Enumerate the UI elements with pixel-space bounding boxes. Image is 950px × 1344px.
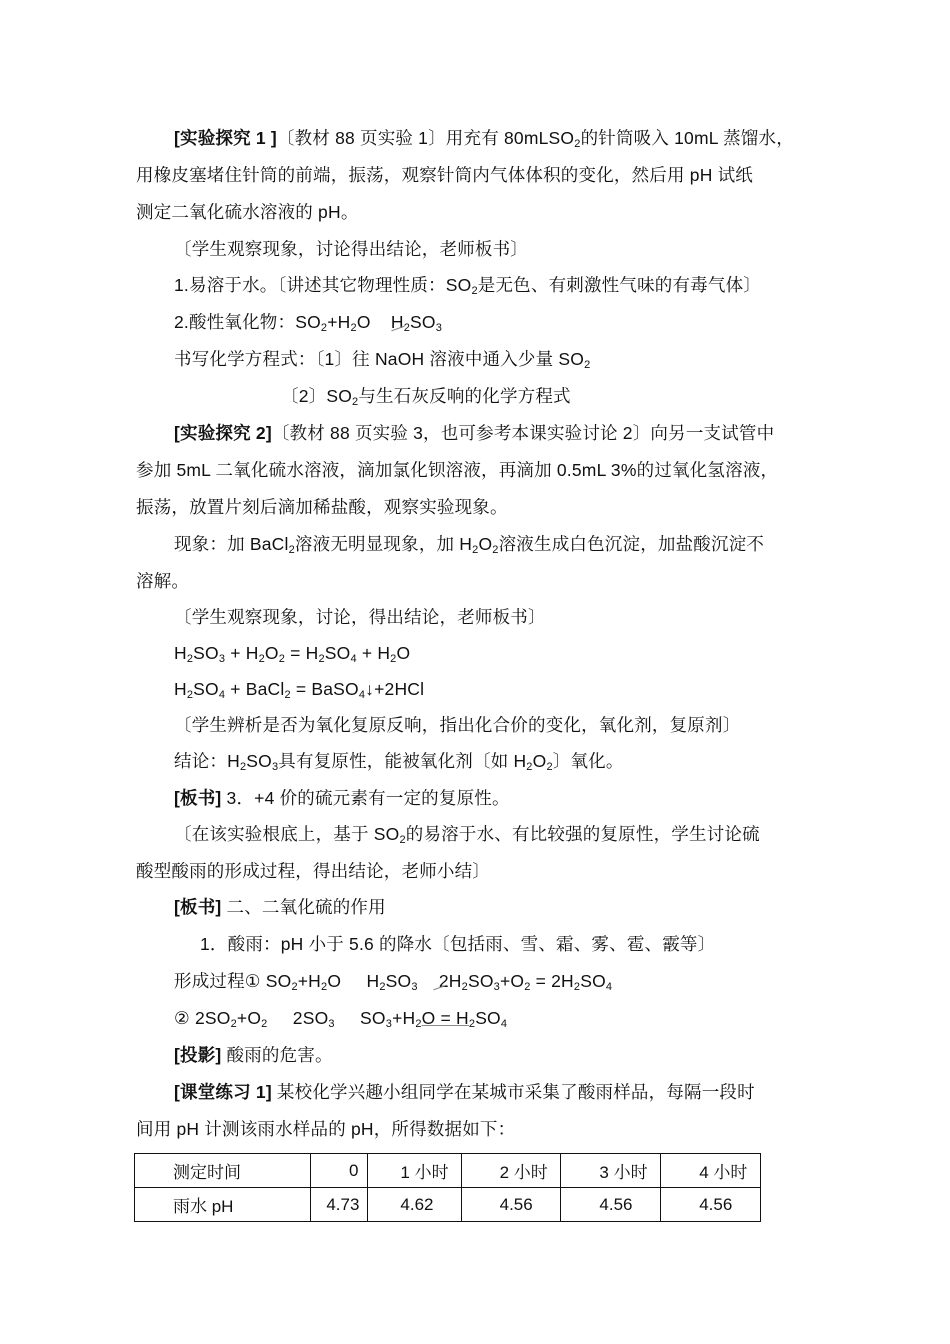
para2-line3: 振荡，放置片刻后滴加稀盐酸，观察实验现象。: [136, 497, 508, 517]
board-note-2: [174, 895, 386, 919]
reversible-arrow-icon: [391, 322, 405, 332]
text: 酸雨的危害。: [221, 1045, 333, 1065]
text: 2SO: [292, 1008, 329, 1028]
text: +H: [327, 312, 351, 332]
text: + H: [225, 643, 259, 663]
para2-line1: [174, 421, 774, 445]
write-equation: [174, 347, 590, 371]
note4-line2: 酸型酸雨的形成过程，得出结论，老师小结〕: [136, 861, 490, 881]
text: O: [356, 312, 371, 332]
subscript: 2: [573, 981, 581, 993]
board-tag: [板书]: [174, 788, 222, 808]
text: = 2H: [530, 971, 574, 991]
subscript: 2: [403, 322, 411, 334]
projection-tag: [投影]: [174, 1045, 222, 1065]
point1: [174, 273, 761, 297]
text: 溶液生成白色沉淀，加盐酸沉淀不: [498, 534, 765, 554]
ph-data-table: [134, 1153, 761, 1222]
table-cell: 雨水 pH: [135, 1188, 311, 1222]
para1-line1: [174, 126, 794, 150]
text: 1.易溶于水。〔讲述其它物理性质：SO: [174, 275, 472, 295]
subscript: 2: [258, 653, 265, 665]
subscript: 2: [288, 544, 295, 556]
acid-rain-definition: 1．酸雨：pH 小于 5.6 的降水〔包括雨、雪、霜、雾、雹、霰等〕: [200, 934, 716, 954]
write-equation-2: [281, 384, 571, 408]
subscript: 2: [461, 981, 468, 993]
text: SO: [193, 643, 219, 663]
subscript: 2: [546, 761, 553, 773]
exercise-line2: 间用 pH 计测该雨水样品的 pH，所得数据如下：: [136, 1119, 516, 1139]
subscript: 2: [492, 544, 499, 556]
subscript: 3: [271, 761, 279, 773]
subscript: 2: [284, 689, 291, 701]
point2: [174, 310, 442, 334]
text: O: [532, 751, 547, 771]
subscript: 4: [218, 689, 226, 701]
subscript: 2: [239, 761, 247, 773]
text: 2.酸性氧化物：SO: [174, 312, 321, 332]
text: 结论：H: [174, 751, 240, 771]
reversible-arrow-icon: [433, 981, 447, 991]
subscript: 4: [350, 653, 357, 665]
text: + H: [356, 643, 391, 663]
text: H: [174, 679, 187, 699]
text: O: [478, 534, 493, 554]
subscript: 2: [471, 285, 478, 297]
text: +O: [499, 971, 525, 991]
subscript: 2: [318, 653, 325, 665]
text: 书写化学方程式：〔1〕往 NaOH 溶液中通入少量 SO: [174, 349, 585, 369]
subscript: 2: [278, 653, 286, 665]
conclusion: [174, 749, 624, 773]
text: ② 2SO: [174, 1008, 231, 1028]
subscript: 2: [468, 1018, 476, 1030]
text: ↓+2HCl: [365, 679, 425, 699]
text: O: [264, 643, 279, 663]
phenomenon: [174, 532, 764, 556]
note1: 〔学生观察现象，讨论得出结论，老师板书〕: [174, 239, 528, 259]
note2: 〔学生观察现象，讨论，得出结论，老师板书〕: [174, 607, 546, 627]
subscript: 2: [321, 981, 328, 993]
para1-line3: 测定二氧化硫水溶液的 pH。: [136, 202, 359, 222]
text: 现象：加 BaCl: [174, 534, 289, 554]
text: H: [174, 643, 187, 663]
exercise-tag: [课堂练习 1]: [174, 1082, 272, 1102]
subscript: 2: [524, 981, 531, 993]
subscript: 3: [493, 981, 500, 993]
table-cell: 0: [311, 1154, 368, 1188]
subscript: 2: [415, 1018, 422, 1030]
subscript: 2: [472, 544, 479, 556]
subscript: 2: [584, 359, 591, 371]
text: 3．+4 价的硫元素有一定的复原性。: [221, 788, 510, 808]
subscript: 3: [435, 322, 443, 334]
text: SO: [385, 971, 412, 991]
subscript: 2: [186, 653, 194, 665]
subscript: 2: [186, 689, 194, 701]
para1-line2: 用橡皮塞堵住针筒的前端，振荡，观察针筒内气体体积的变化，然后用 pH 试纸: [136, 165, 753, 185]
text: SO: [193, 679, 219, 699]
subscript: 3: [385, 1018, 393, 1030]
formation-process-1: [174, 969, 612, 993]
text: SO: [324, 643, 351, 663]
text: +H: [297, 971, 322, 991]
text: = BaSO: [290, 679, 359, 699]
text: 的易溶于水、有比较强的复原性，学生讨论硫: [405, 824, 760, 844]
text: SO: [475, 1008, 501, 1028]
text: SO: [410, 312, 436, 332]
para2-line2: 参加 5mL 二氧化硫水溶液，滴加氯化钡溶液，再滴加 0.5mL 3%的过氧化氢溶液，: [136, 460, 779, 480]
experiment-tag-1: [实验探究 1 ]: [174, 128, 277, 148]
table-row: [135, 1188, 761, 1222]
text: +O: [236, 1008, 262, 1028]
equation-2: [174, 677, 424, 701]
subscript: 2: [526, 761, 533, 773]
text: O: [396, 643, 411, 663]
text: 某校化学兴趣小组同学在某城市采集了酸雨样品，每隔一段时: [271, 1082, 755, 1102]
text: SO: [580, 971, 606, 991]
subscript: 3: [218, 653, 226, 665]
table-cell: 3 小时: [561, 1154, 661, 1188]
table-cell: 4.73: [311, 1188, 368, 1222]
table-header-row: [135, 1154, 761, 1188]
phenomenon-line2: 溶解。: [136, 571, 190, 591]
subscript: 2: [574, 138, 581, 150]
text: 2H: [438, 971, 462, 991]
text: H: [366, 971, 380, 991]
subscript: 2: [261, 1018, 268, 1030]
formation-process-2: [174, 1006, 507, 1030]
subscript: 4: [358, 689, 366, 701]
text: O = H: [421, 1008, 469, 1028]
text: 具有复原性，能被氧化剂〔如 H: [278, 751, 527, 771]
projection-note: [174, 1043, 333, 1067]
text: 形成过程① SO: [174, 971, 292, 991]
text: 〔2〕SO: [281, 386, 353, 406]
subscript: 2: [390, 653, 397, 665]
text: +H: [392, 1008, 416, 1028]
text: 〔教材 88 页实验 3，也可参考本课实验讨论 2〕向另一支试管中: [271, 423, 775, 443]
exercise-line1: [174, 1080, 755, 1104]
subscript: 4: [605, 981, 613, 993]
subscript: 4: [500, 1018, 508, 1030]
text: + BaCl: [225, 679, 285, 699]
subscript: 3: [411, 981, 418, 993]
subscript: 2: [379, 981, 386, 993]
note4: [174, 822, 760, 846]
subscript: 2: [320, 322, 328, 334]
text: SO: [360, 1008, 386, 1028]
text: 〔教材 88 页实验 1〕用充有 80mLSO: [276, 128, 575, 148]
text: SO: [246, 751, 272, 771]
text: O: [327, 971, 342, 991]
subscript: 2: [350, 322, 357, 334]
text: 〔在该实验根底上，基于 SO: [174, 824, 400, 844]
equation-1: [174, 641, 410, 665]
table-cell: 4.56: [661, 1188, 761, 1222]
table-cell: 4.56: [461, 1188, 561, 1222]
text: 溶液无明显现象，加 H: [294, 534, 473, 554]
board-tag: [板书]: [174, 897, 222, 917]
text: 与生石灰反响的化学方程式: [358, 386, 571, 406]
table-cell: 1 小时: [368, 1154, 461, 1188]
table-cell: 4.56: [561, 1188, 661, 1222]
table-cell: 4 小时: [661, 1154, 761, 1188]
text: SO: [467, 971, 494, 991]
experiment-tag-2: [实验探究 2]: [174, 423, 272, 443]
text: 的针筒吸入 10mL 蒸馏水，: [580, 128, 794, 148]
note3: 〔学生辨析是否为氧化复原反响，指出化合价的变化，氧化剂，复原剂〕: [174, 715, 741, 735]
table-cell: 测定时间: [135, 1154, 311, 1188]
table-cell: 4.62: [368, 1188, 461, 1222]
subscript: 2: [352, 396, 359, 408]
text: 二、二氧化硫的作用: [221, 897, 386, 917]
subscript: 2: [399, 834, 406, 846]
text: H: [390, 312, 404, 332]
subscript: 2: [230, 1018, 237, 1030]
text: 是无色、有刺激性气味的有毒气体〕: [477, 275, 761, 295]
table-cell: 2 小时: [461, 1154, 561, 1188]
subscript: 2: [291, 981, 298, 993]
board-note-1: [174, 786, 510, 810]
text: = H: [285, 643, 319, 663]
text: 〕氧化。: [552, 751, 624, 771]
subscript: 3: [328, 1018, 335, 1030]
